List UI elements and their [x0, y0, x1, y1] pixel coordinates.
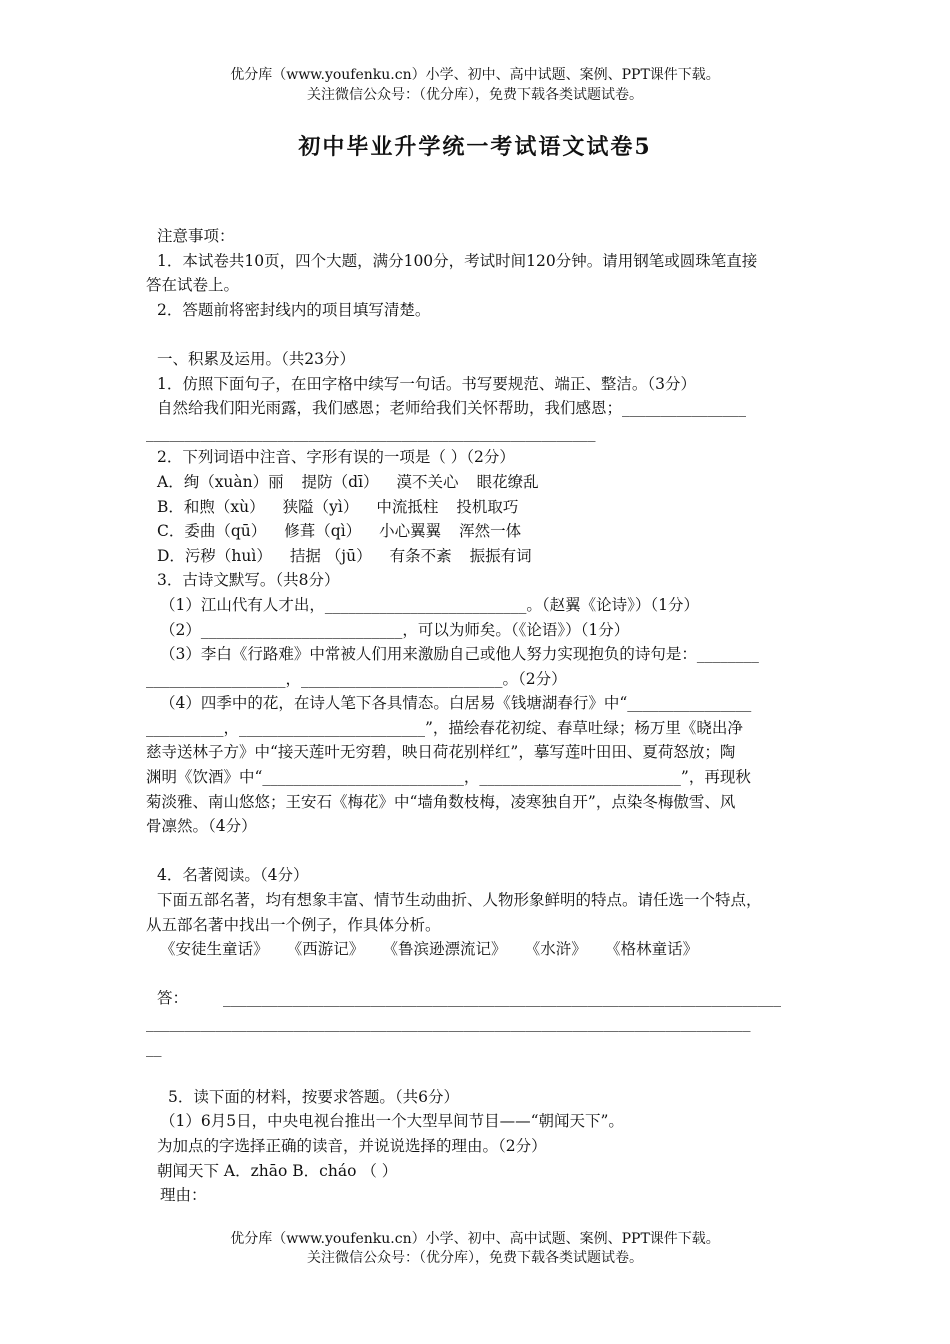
- question-3-part-4-line6: 骨凛然。（4分）: [146, 817, 257, 836]
- question-4-answer-blank-2[interactable]: ______________________________________________________________________________: [146, 1014, 751, 1032]
- book-title: 《鲁滨逊漂流记》: [390, 940, 507, 959]
- question-1-answer-blank[interactable]: __________________________________________________________: [146, 423, 596, 442]
- question-1-stem: 1．仿照下面句子，在田字格中续写一句话。书写要规范、端正、整洁。（3分）: [157, 374, 696, 393]
- question-2-stem: 2．下列词语中注音、字形有误的一项是（ ）（2分）: [157, 448, 515, 467]
- question-4-stem: 4．名著阅读。（4分）: [157, 866, 309, 885]
- question-4-text-cont: 从五部名著中找出一个例子，作具体分析。: [146, 915, 441, 934]
- site-footer-line2: 关注微信公众号：（优分库），免费下载各类试题试卷。: [307, 1250, 643, 1266]
- question-5-stem: 5．读下面的材料，按要求答题。（共6分）: [168, 1087, 459, 1106]
- question-4-answer-blank-3[interactable]: __: [146, 1038, 162, 1057]
- question-5-choice[interactable]: 朝闻天下 A．zhāo B．cháo （ ）: [157, 1161, 398, 1180]
- question-3-part-4-line2: __________，________________________”，描绘春花初绽、春草吐绿；杨万里《晓出净: [146, 718, 743, 737]
- question-2-option-c[interactable]: C．委曲（qū） 修葺（qì） 小心翼翼 浑然一体: [157, 522, 522, 541]
- answer-label: 答：: [157, 989, 189, 1008]
- question-2-option-b[interactable]: B．和煦（xù） 狭隘（yì） 中流抵柱 投机取巧: [157, 497, 519, 516]
- question-3-stem: 3．古诗文默写。（共8分）: [157, 571, 340, 590]
- site-header-line1: 优分库（www.youfenku.cn）小学、初中、高中试题、案例、PPT课件下载。: [230, 67, 720, 83]
- book-title: 《西游记》: [294, 940, 365, 959]
- question-3-part-1: （1）江山代有人才出，__________________________。（赵翼《论诗》）（1分）: [160, 595, 699, 614]
- notice-heading: 注意事项：: [157, 227, 235, 245]
- site-header-line2: 关注微信公众号：（优分库），免费下载各类试题试卷。: [307, 87, 643, 103]
- question-1-example: 自然给我们阳光雨露，我们感恩；老师给我们关怀帮助，我们感恩；________________: [157, 399, 747, 418]
- exam-title: 初中毕业升学统一考试语文试卷5: [298, 134, 652, 160]
- exam-body: [146, 224, 810, 1208]
- question-5-reason[interactable]: 理由：: [160, 1186, 207, 1205]
- question-2-option-d[interactable]: D．污秽（huì） 拮据 （jū） 有条不紊 振振有词: [157, 546, 532, 565]
- question-4-answer-row[interactable]: [146, 986, 810, 1011]
- question-3-part-2: （2）__________________________，可以为师矣。（《论语》）（1分）: [160, 620, 630, 639]
- notice-item-2: 2．答题前将密封线内的项目填写清楚。: [157, 300, 431, 319]
- question-4-text: 下面五部名著，均有想象丰富、情节生动曲折、人物形象鲜明的特点。请任选一个特点，: [157, 891, 762, 910]
- question-5-part-1: （1）6月5日，中央电视台推出一个大型早间节目——“朝闻天下”。: [160, 1112, 624, 1131]
- question-5-instruction: 为加点的字选择正确的读音，并说说选择的理由。（2分）: [157, 1136, 547, 1155]
- question-4-book-list: [146, 937, 810, 962]
- book-title: 《水浒》: [532, 940, 587, 959]
- question-3-part-4-line3: 慈寺送林子方》中“接天莲叶无穷碧，映日荷花别样红”，摹写莲叶田田、夏荷怒放；陶: [146, 743, 736, 762]
- question-3-part-4-line5: 菊淡雅、南山悠悠；王安石《梅花》中“墙角数枝梅，凌寒独自开”，点染冬梅傲雪、风: [146, 792, 736, 811]
- notice-item-1-cont: 答在试卷上。: [146, 276, 240, 295]
- question-3-part-4: （4）四季中的花，在诗人笔下各具情态。白居易《钱塘湖春行》中“________________: [160, 694, 752, 713]
- question-3-part-3: （3）李白《行路难》中常被人们用来激励自己或他人努力实现抱负的诗句是：________: [160, 645, 759, 664]
- answer-blank[interactable]: ________________________________________________________________________: [222, 989, 781, 1008]
- notice-item-1: 1．本试卷共10页，四个大题，满分100分，考试时间120分钟。请用钢笔或圆珠笔直接: [157, 251, 758, 270]
- book-title: 《格林童话》: [612, 940, 699, 959]
- question-2-option-a[interactable]: A．绚（xuàn）丽 提防（dī） 漠不关心 眼花缭乱: [157, 472, 539, 491]
- site-footer-line1: 优分库（www.youfenku.cn）小学、初中、高中试题、案例、PPT课件下载。: [230, 1231, 720, 1247]
- book-title: 《安徒生童话》: [160, 940, 269, 959]
- section-heading: 一、积累及运用。（共23分）: [157, 349, 355, 368]
- question-3-part-3-cont: __________________，__________________________。（2分）: [146, 669, 567, 688]
- question-3-part-4-line4: 渊明《饮酒》中“__________________________，__________________________”，再现秋: [146, 768, 751, 787]
